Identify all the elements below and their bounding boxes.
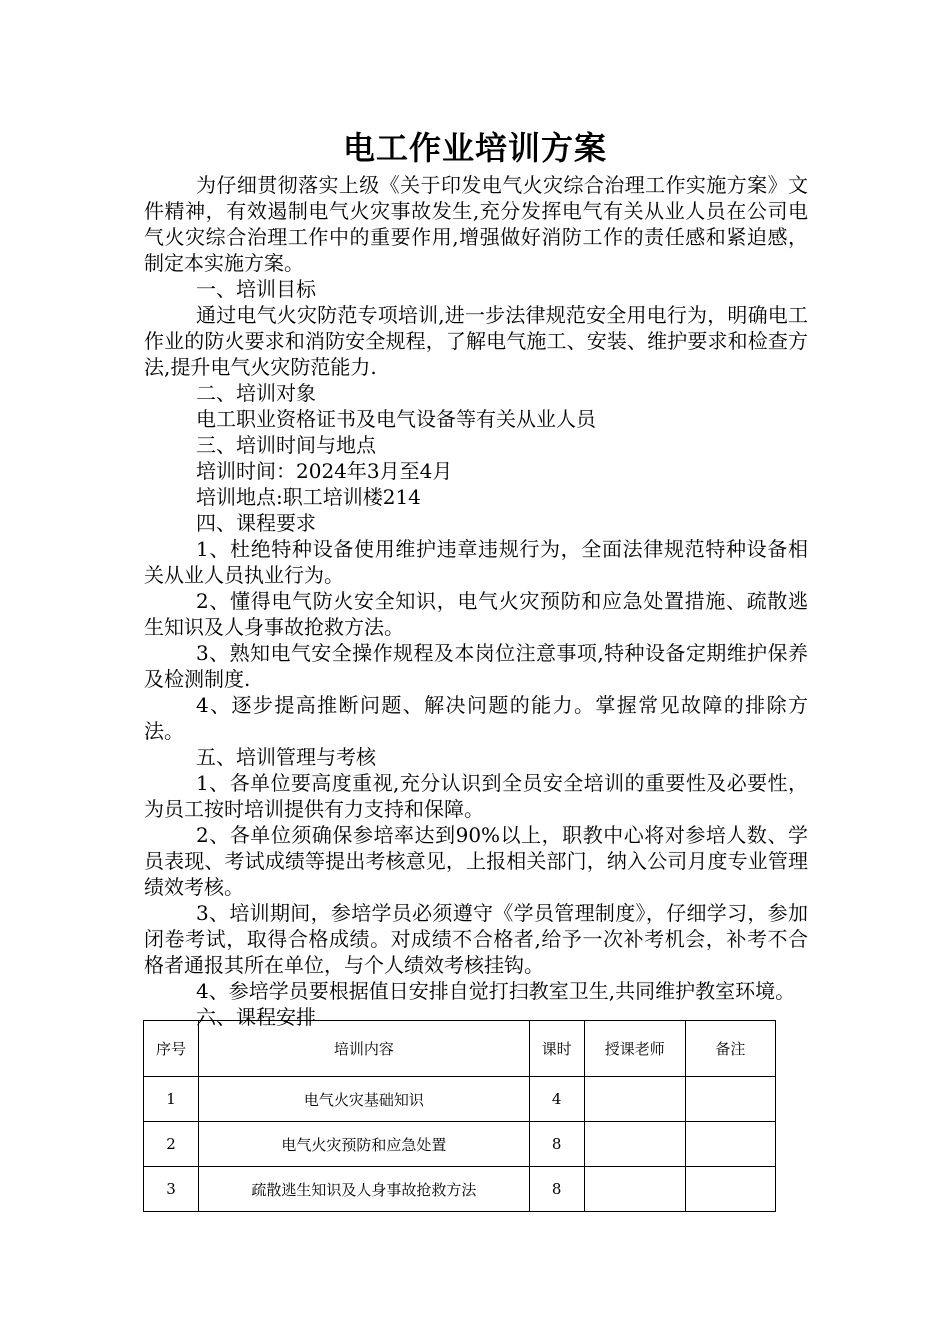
section-heading-audience: 二、培训对象	[196, 381, 316, 405]
table-row	[144, 1122, 776, 1167]
management-item: 3、培训期间，参培学员必须遵守《学员管理制度》，仔细学习，参加闭卷考试，取得合格成绩。对成绩不合格者,给予一次补考机会，补考不合格者通报其所在单位，与个人绩效考核挂钩。	[144, 901, 808, 977]
table-header-row	[144, 1021, 776, 1077]
document-body	[144, 172, 808, 1030]
training-place: 培训地点:职工培训楼214	[196, 485, 421, 509]
section-heading-schedule: 六、课程安排	[196, 1005, 316, 1029]
cell-teacher	[584, 1077, 685, 1122]
cell-remarks	[685, 1077, 775, 1122]
section-heading-management: 五、培训管理与考核	[196, 745, 376, 769]
header-cell-remarks: 备注	[685, 1021, 775, 1077]
course-schedule-table	[143, 1020, 776, 1212]
cell-teacher	[584, 1167, 685, 1212]
cell-content: 疏散逃生知识及人身事故抢救方法	[199, 1167, 530, 1212]
document-title: 电工作业培训方案	[342, 129, 607, 167]
management-item: 4、参培学员要根据值日安排自觉打扫教室卫生,共同维护教室环境。	[196, 979, 796, 1003]
management-item: 1、各单位要高度重视,充分认识到全员安全培训的重要性及必要性，为员工按时培训提供有力支持和保障。	[144, 771, 808, 821]
requirement-item: 3、熟知电气安全操作规程及本岗位注意事项,特种设备定期维护保养及检测制度.	[144, 641, 808, 691]
cell-index: 2	[144, 1122, 199, 1167]
section-heading-objectives: 一、培训目标	[196, 277, 316, 301]
audience-paragraph: 电工职业资格证书及电气设备等有关从业人员	[196, 407, 596, 431]
cell-index: 1	[144, 1077, 199, 1122]
cell-content: 电气火灾基础知识	[199, 1077, 530, 1122]
cell-hours: 8	[529, 1167, 584, 1212]
objectives-paragraph: 通过电气火灾防范专项培训,进一步法律规范安全用电行为，明确电工作业的防火要求和消防安全规程，了解电气施工、安装、维护要求和检查方法,提升电气火灾防范能力.	[144, 303, 808, 379]
requirement-item: 2、懂得电气防火安全知识，电气火灾预防和应急处置措施、疏散逃生知识及人身事故抢救方法。	[144, 589, 808, 639]
cell-remarks	[685, 1167, 775, 1212]
section-heading-time-place: 三、培训时间与地点	[196, 433, 376, 457]
header-cell-index: 序号	[144, 1021, 199, 1077]
cell-hours: 4	[529, 1077, 584, 1122]
intro-paragraph: 为仔细贯彻落实上级《关于印发电气火灾综合治理工作实施方案》文件精神，有效遏制电气火灾事故发生,充分发挥电气有关从业人员在公司电气火灾综合治理工作中的重要作用,增强做好消防工作的责任感和紧迫感，制定本实施方案。	[144, 173, 808, 275]
cell-index: 3	[144, 1167, 199, 1212]
section-heading-requirements: 四、课程要求	[196, 511, 316, 535]
cell-content: 电气火灾预防和应急处置	[199, 1122, 530, 1167]
header-cell-teacher: 授课老师	[584, 1021, 685, 1077]
training-time: 培训时间：2024年3月至4月	[196, 459, 453, 483]
requirement-item: 4、逐步提高推断问题、解决问题的能力。掌握常见故障的排除方法。	[144, 693, 808, 743]
table-row	[144, 1167, 776, 1212]
header-cell-hours: 课时	[529, 1021, 584, 1077]
cell-hours: 8	[529, 1122, 584, 1167]
cell-remarks	[685, 1122, 775, 1167]
cell-teacher	[584, 1122, 685, 1167]
requirement-item: 1、杜绝特种设备使用维护违章违规行为，全面法律规范特种设备相关从业人员执业行为。	[144, 537, 808, 587]
table-row	[144, 1077, 776, 1122]
header-cell-content: 培训内容	[199, 1021, 530, 1077]
management-item: 2、各单位须确保参培率达到90%以上，职教中心将对参培人数、学员表现、考试成绩等提出考核意见，上报相关部门，纳入公司月度专业管理绩效考核。	[144, 823, 808, 899]
